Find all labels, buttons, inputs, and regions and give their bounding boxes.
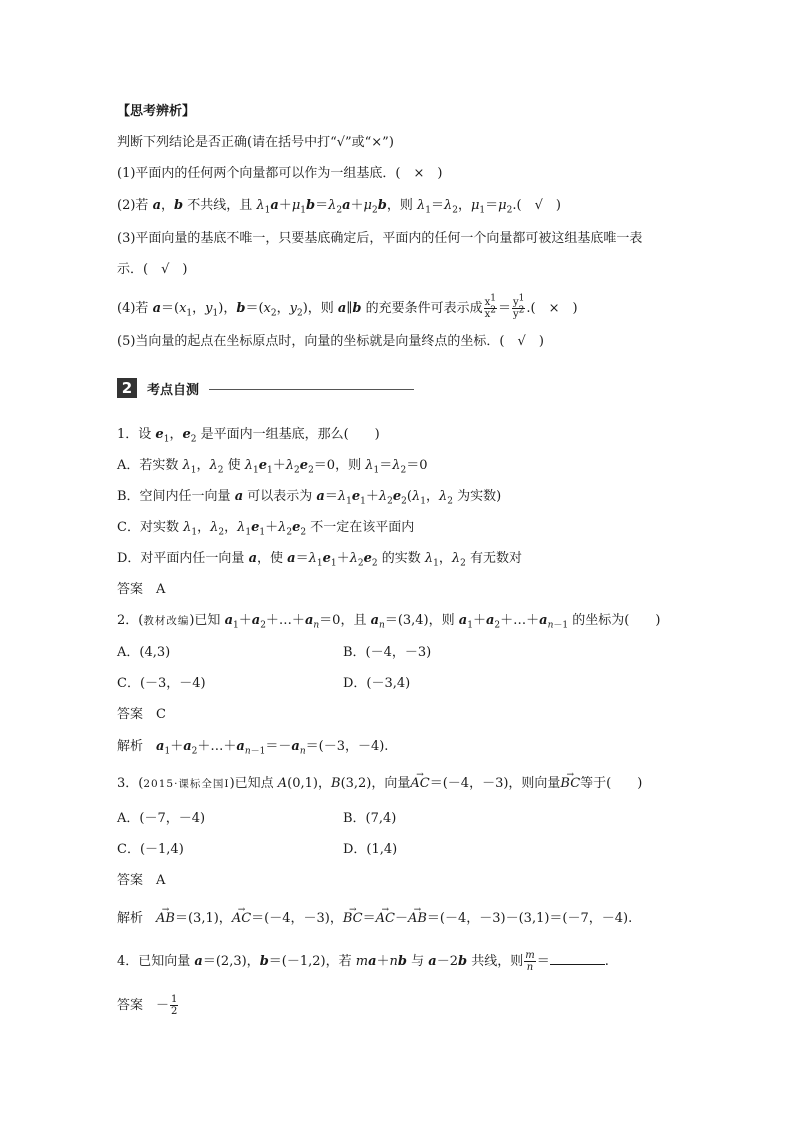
mark-3: √ xyxy=(161,262,170,277)
problem-1-option-d: D．对平面内任一向量 a，使 $a=\lambda_1e_1+\lambda_2e_2$ 的实数 $\lambda_1$，$\lambda_2$ 有无数对 xyxy=(117,551,523,569)
problem-3-analysis: 解析 → AB＝(3,1)，→ AC＝(－4，－3)，→ BC＝→ AC－→ AB＝(－4，－3)－(3,1)＝(－7，－4). xyxy=(117,910,632,928)
fraction-m-n: $\frac{m}{n}$ xyxy=(525,950,535,973)
mark-1: × xyxy=(413,166,425,181)
problem-1-option-c: C．对实数 $\lambda_1$，$\lambda_2$，$\lambda_1e_1+\lambda_2e_2$ 不一定在该平面内 xyxy=(117,520,415,538)
think-header: 【思考辨析】 xyxy=(117,104,196,119)
problem-1-option-b: B．空间内任一向量 a 可以表示为 $a=\lambda_1e_1+\lambda_2e_2(\lambda_1$，$\lambda_2$ 为实数) xyxy=(117,489,502,507)
mark-4: × xyxy=(548,301,560,316)
think-item-5: (5)当向量的起点在坐标原点时，向量的坐标就是向量终点的坐标．( √ ) xyxy=(117,334,544,349)
problem-4-answer: 答案 － $\frac{1}{2}$ xyxy=(117,994,178,1017)
problem-2-option-d: D．(－3,4) xyxy=(343,676,411,691)
problem-3-answer: 答案 A xyxy=(117,873,166,888)
problem-2-answer: 答案 C xyxy=(117,707,166,722)
think-item-3-line1: (3)平面向量的基底不唯一，只要基底确定后，平面内的任何一个向量都可被这组基底唯一表 xyxy=(117,231,643,246)
problem-2-option-a: A．(4,3) xyxy=(117,645,171,660)
problem-3-stem: 3．(2015·课标全国Ⅰ)已知点 A(0,1)，B(3,2)，向量→ AC＝(－4，－3)，则向量→ BC等于( ) xyxy=(117,775,642,793)
think-intro: 判断下列结论是否正确(请在括号中打“√”或“×”) xyxy=(117,135,394,150)
problem-1-answer: 答案 A xyxy=(117,582,166,597)
problem-2-analysis: 解析 $a_1+a_2+\dots+a_{n-1}=-a_n=(-3$，－4). xyxy=(117,739,389,757)
section-rule xyxy=(209,389,414,390)
think-item-2: (2)若 a，b 不共线，且 $\lambda_1a+\mu_1b=\lambda_2a+\mu_2b$，则 $\lambda_1=\lambda_2$，$\mu_1=\mu_2$.( √ ) xyxy=(117,198,561,216)
fraction-y: $\frac{y^1}{y^2}$ xyxy=(513,293,525,320)
problem-1-option-a: A．若实数 $\lambda_1$，$\lambda_2$ 使 $\lambda_1e_1+\lambda_2e_2=0$，则 $\lambda_1=\lambda_2=0$ xyxy=(117,458,428,476)
mark-5: √ xyxy=(517,334,526,349)
problem-2-option-b: B．(－4，－3) xyxy=(343,645,432,660)
problem-3-option-b: B．(7,4) xyxy=(343,811,397,826)
problem-2-stem: 2．(教材改编)已知 $a_1+a_2+\dots+a_n=0$，且 $a_n=(3,4)$，则 $a_1+a_2+\dots+a_{n-1}$ 的坐标为( ) xyxy=(117,613,661,631)
answer-blank xyxy=(550,952,605,965)
think-item-3-line2: 示．( √ ) xyxy=(117,262,188,277)
think-item-4: (4)若 $a=(x_1$，$y_1$)，$b=(x_2$，$y_2$)，则 a∥b 的充要条件可表示成 $\frac{x^1}{x^2}$ ＝ $\frac{y^1}{y^2}$ .( × ) xyxy=(117,293,578,320)
think-item-1: (1)平面内的任何两个向量都可以作为一组基底．( × ) xyxy=(117,166,443,181)
answer-fraction: $\frac{1}{2}$ xyxy=(171,994,178,1017)
mark-2: √ xyxy=(534,198,543,213)
problem-2-option-c: C．(－3，－4) xyxy=(117,676,206,691)
section-number-badge: 2 xyxy=(117,378,137,398)
problem-1-stem: 1．设 $e_1$，$e_2$ 是平面内一组基底，那么( ) xyxy=(117,427,380,445)
problem-3-option-a: A．(－7，－4) xyxy=(117,811,206,826)
fraction-x: $\frac{x^1}{x^2}$ xyxy=(484,293,496,320)
problem-3-option-c: C．(－1,4) xyxy=(117,842,184,857)
problem-3-option-d: D．(1,4) xyxy=(343,842,398,857)
problem-4-stem: 4．已知向量 a＝(2,3)，b＝(－1,2)，若 ma＋nb 与 a－2b 共线，则 $\frac{m}{n}$ ＝ . xyxy=(117,950,609,973)
section-title: 考点自测 xyxy=(147,382,200,398)
section-heading xyxy=(117,377,414,399)
